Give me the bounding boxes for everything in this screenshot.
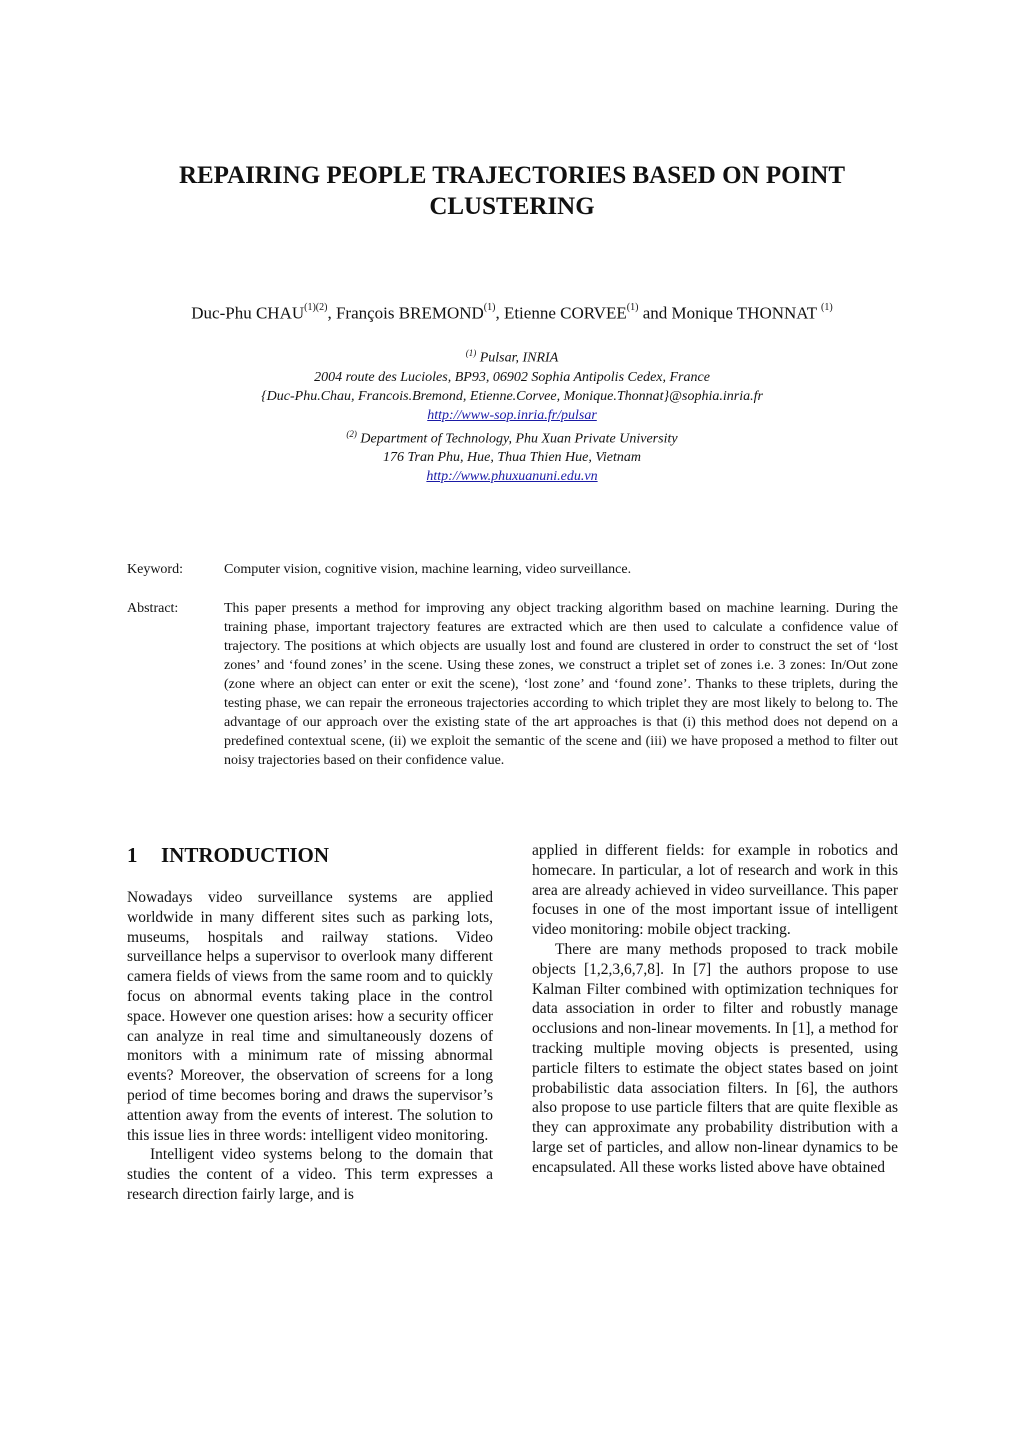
right-column <box>532 841 898 1178</box>
author-separator: , <box>495 303 504 323</box>
abstract-text: This paper presents a method for improving any object tracking algorithm based on machine learning. During the training phase, important trajectory features are extracted which are then used to calculate a confidence value of trajectory. The positions at which objects are usually lost and found are clustered in order to construct the set of ‘lost zones’ and ‘found zones’ in the scene. Using these zones, we construct a triplet set of zones i.e. 3 zones: In/Out zone (zone where an object can enter or exit the scene), ‘lost zone’ and ‘found zone’. Thanks to these triplets, during the testing phase, we can repair the erroneous trajectories according to which triplet they are most likely to belong to. The advantage of our approach over the existing state of the art approaches is that (i) this method does not depend on a predefined contextual scene, (ii) we exploit the semantic of the scene and (iii) we have proposed a method to filter out noisy trajectories based on their confidence value. <box>224 601 898 768</box>
author-name: Etienne CORVEE <box>503 303 627 323</box>
paper-title: REPAIRING PEOPLE TRAJECTORIES BASED ON POINT CLUSTERING <box>178 162 846 220</box>
author-separator: and <box>638 303 672 323</box>
affiliation-1-address: 2004 route des Lucioles, BP93, 06902 Sophia Antipolis Cedex, France <box>314 369 710 385</box>
affiliation-2-org <box>100 425 924 449</box>
paragraph: Nowadays video surveillance systems are applied worldwide in many different sites such as parking lots, museums, hospitals and railway stations. Video surveillance helps a supervisor to overlook many different camera fields of views from the same room and to quickly focus on abnormal events taking place in the control space. However one question arises: how a security officer can analyze in real time and simultaneously dozens of monitors with a minimum rate of missing abnormal events? Moreover, the observation of screens for a long period of time becomes boring and draws the supervisor’s attention away from the events of interest. The solution to this issue lies in three words: intelligent video monitoring. <box>127 889 493 1144</box>
affil-org-text: Department of Technology, Phu Xuan Private University <box>356 431 678 447</box>
affiliation-1-org <box>100 344 924 368</box>
pulsar-url-link[interactable]: http://www-sop.inria.fr/pulsar <box>427 407 597 423</box>
author-name: Monique THONNAT <box>671 303 822 323</box>
section-number: 1 <box>127 843 138 867</box>
affiliation-emails: {Duc-Phu.Chau, Francois.Bremond, Etienne.Corvee, Monique.Thonnat}@sophia.inria.fr <box>261 388 763 404</box>
affil-org-text: Pulsar, INRIA <box>476 350 559 366</box>
affiliations <box>100 344 924 486</box>
section-heading <box>127 842 493 868</box>
author-name: Duc-Phu CHAU <box>191 303 305 323</box>
author-affil-mark: (1) <box>821 302 833 313</box>
author-affil-mark: (1) <box>626 302 639 313</box>
paragraph: Intelligent video systems belong to the domain that studies the content of a video. This term expresses a research direction fairly large, and is <box>127 1146 493 1203</box>
keyword-label: Keyword: <box>127 562 183 577</box>
affil-mark-1: (1) <box>465 348 477 358</box>
left-column <box>127 838 493 1205</box>
author-separator: , <box>327 303 336 323</box>
author-affil-mark: (1) <box>483 302 496 313</box>
phuxuan-url-link[interactable]: http://www.phuxuanuni.edu.vn <box>426 469 598 485</box>
paragraph: There are many methods proposed to track mobile objects [1,2,3,6,7,8]. In [7] the authors propose to use Kalman Filter combined with optimization techniques for data association in order to filter and robustly manage occlusions and non-linear movements. In [1], a method for tracking multiple moving objects is presented, using particle filters to estimate the object states based on joint probabilistic data association filters. In [6], the authors also propose to use particle filters that are quite flexible as they can approximate any probability distribution with a large set of particles, and allow non-linear dynamics to be encapsulated. All these works listed above have obtained <box>532 940 898 1176</box>
author-affil-mark: (1)(2) <box>304 302 328 313</box>
affil-mark-2: (2) <box>346 428 357 439</box>
abstract-label: Abstract: <box>127 601 179 616</box>
author-name: François BREMOND <box>335 303 484 323</box>
affiliation-2-address: 176 Tran Phu, Hue, Thua Thien Hue, Vietnam <box>383 450 641 466</box>
paragraph: applied in different fields: for example in robotics and homecare. In particular, a lot of research and work in this area are already achieved in video surveillance. This paper focuses in one of the most important issue of intelligent video monitoring: mobile object tracking. <box>532 842 898 939</box>
keyword-text: Computer vision, cognitive vision, machine learning, video surveillance. <box>224 562 632 577</box>
author-list <box>60 298 964 326</box>
section-title: INTRODUCTION <box>161 843 330 867</box>
